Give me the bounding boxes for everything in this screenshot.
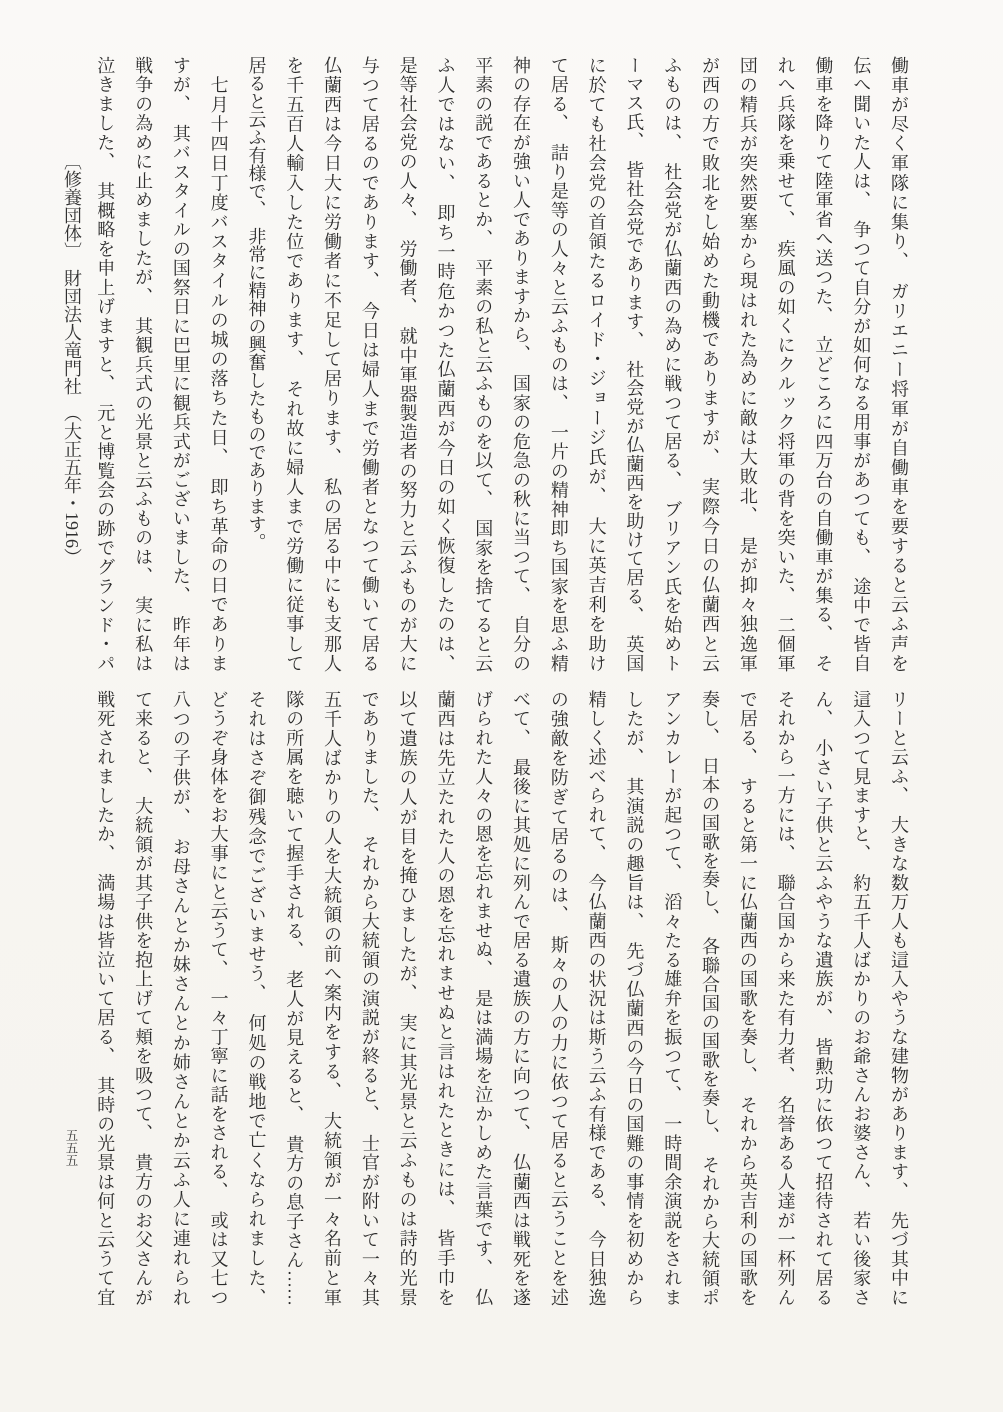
text-column-paragraph-start: 七月十四日丁度バスタイルの城の落ちた日、 即ち革命の日でありま [208, 56, 229, 672]
text-column: の強敵を防ぎて居るのは、 斯々の人の力に依つて居ると云うことを述 [548, 690, 569, 1306]
text-column: 団の精兵が突然要塞から現はれた為めに敵は大敗北、 是が抑々独逸軍 [737, 56, 758, 672]
text-column: それはさぞ御残念でございませう、 何処の戦地で亡くなられました、 [246, 690, 267, 1306]
text-column: 五千人ばかりの人を大統領の前へ案内をする、 大統領が一々名前と軍 [322, 690, 343, 1306]
text-column: 伝へ聞いた人は、 争つて自分が如何なる用事があつても、 途中で皆自 [851, 56, 872, 672]
text-column: 這入つて見ますと、 約五千人ばかりのお爺さんお婆さん、 若い後家さ [851, 690, 872, 1306]
text-column: ん、 小さい子供と云ふやうな遺族が、 皆勲功に依つて招待されて居る [813, 690, 834, 1306]
text-column: 隊の所属を聴いて握手される、 老人が見えると、 貴方の息子さん…… [284, 690, 305, 1306]
text-column: ふものは、 社会党が仏蘭西の為めに戦つて居る、 ブリアン氏を始めト [662, 56, 683, 672]
text-block-top [85, 56, 917, 672]
text-column: 働車が尽く軍隊に集り、 ガリエニー将軍が自働車を要すると云ふ声を [889, 56, 909, 672]
text-column: それから一方には、 聯合国から来た有力者、 名誉ある人達が一杯列ん [775, 690, 796, 1306]
text-column: ふ人ではない、 即ち一時危かつた仏蘭西が今日の如く恢復したのは、 [435, 56, 456, 672]
text-column: 精しく述べられて、 今仏蘭西の状況は斯う云ふ有様である、 今日独逸 [586, 690, 607, 1306]
text-column: したが、 其演説の趣旨は、 先づ仏蘭西の今日の国難の事情を初めから [624, 690, 645, 1306]
running-title: 〔修養団体〕 財団法人竜門社 （大正五年・1916） [62, 152, 82, 566]
text-column: 仏蘭西は今日大に労働者に不足して居ります、 私の居る中にも支那人 [322, 56, 343, 672]
text-column: に於ても社会党の首領たるロイド・ジョージ氏が、 大に英吉利を助け [586, 56, 607, 672]
text-column-paragraph-end: 居ると云ふ有様で、 非常に精神の興奮したものであります。 [246, 56, 267, 551]
text-column: リーと云ふ、 大きな数万人も這入やうな建物があります、 先づ其中に [889, 690, 909, 1306]
text-column: 是等社会党の人々、 労働者、 就中軍器製造者の努力と云ふものが大に [397, 56, 418, 672]
text-column: 与つて居るのであります、 今日は婦人まで労働者となつて働いて居る [359, 56, 380, 672]
text-column: どうぞ身体をお大事にと云うて、 一々丁寧に話をされる、 或は又七つ [208, 690, 229, 1306]
text-column: れへ兵隊を乗せて、 疾風の如くにクルック将軍の背を突いた、 二個軍 [775, 56, 796, 672]
text-column: 泣きました、 其概略を申上げますと、 元と博覧会の跡でグランド・パ [95, 56, 116, 672]
text-column: ーマス氏、 皆社会党であります、 社会党が仏蘭西を助けて居る、 英国 [624, 56, 645, 672]
text-column: 戦争の為めに止めましたが、 其観兵式の光景と云ふものは、 実に私は [133, 56, 154, 672]
text-column: 働車を降りて陸軍省へ送つた、 立どころに四万台の自働車が集る、 そ [813, 56, 834, 672]
text-column: アンカレーが起つて、 滔々たる雄弁を振つて、 一時間余演説をされま [662, 690, 683, 1306]
text-column: 平素の説であるとか、 平素の私と云ふものを以て、 国家を捨てると云 [473, 56, 494, 672]
text-column: で居る、 すると第一に仏蘭西の国歌を奏し、 それから英吉利の国歌を [737, 690, 758, 1306]
text-column: 八つの子供が、 お母さんとか妹さんとか姉さんとか云ふ人に連れられ [170, 690, 191, 1306]
text-column: 奏し、 日本の国歌を奏し、 各聯合国の国歌を奏し、 それから大統領ポ [700, 690, 721, 1306]
text-column: でありました、 それから大統領の演説が終ると、 士官が附いて一々其 [359, 690, 380, 1306]
text-column: て居る、 詰り是等の人々と云ふものは、 一片の精神即ち国家を思ふ精 [548, 56, 569, 672]
text-column: すが、 其バスタイルの国祭日に巴里に観兵式がございました、 昨年は [170, 56, 191, 672]
text-column: 蘭西は先立たれた人の恩を忘れませぬと言はれたときには、 皆手巾を [435, 690, 456, 1306]
text-block-bottom [85, 690, 917, 1306]
text-column: 戦死されましたか、 満場は皆泣いて居る、 其時の光景は何と云うて宜 [95, 690, 116, 1306]
text-column: 神の存在が強い人でありますから、 国家の危急の秋に当つて、 自分の [511, 56, 532, 672]
text-column: げられた人々の恩を忘れませぬ、 是は満場を泣かしめた言葉です、 仏 [473, 690, 494, 1306]
text-column: を千五百人輸入した位であります、 それ故に婦人まで労働に従事して [284, 56, 305, 672]
text-column: て来ると、 大統領が其子供を抱上げて頬を吸つて、 貴方のお父さんが [133, 690, 154, 1306]
text-column: が西の方で敗北をし始めた動機でありますが、 実際今日の仏蘭西と云 [700, 56, 721, 672]
text-column: べて、 最後に其処に列んで居る遺族の方に向つて、 仏蘭西は戦死を遂 [511, 690, 532, 1306]
text-column: 以て遺族の人が目を掩ひましたが、 実に其光景と云ふものは詩的光景 [397, 690, 418, 1306]
page-number: 五五五 [64, 1129, 78, 1167]
